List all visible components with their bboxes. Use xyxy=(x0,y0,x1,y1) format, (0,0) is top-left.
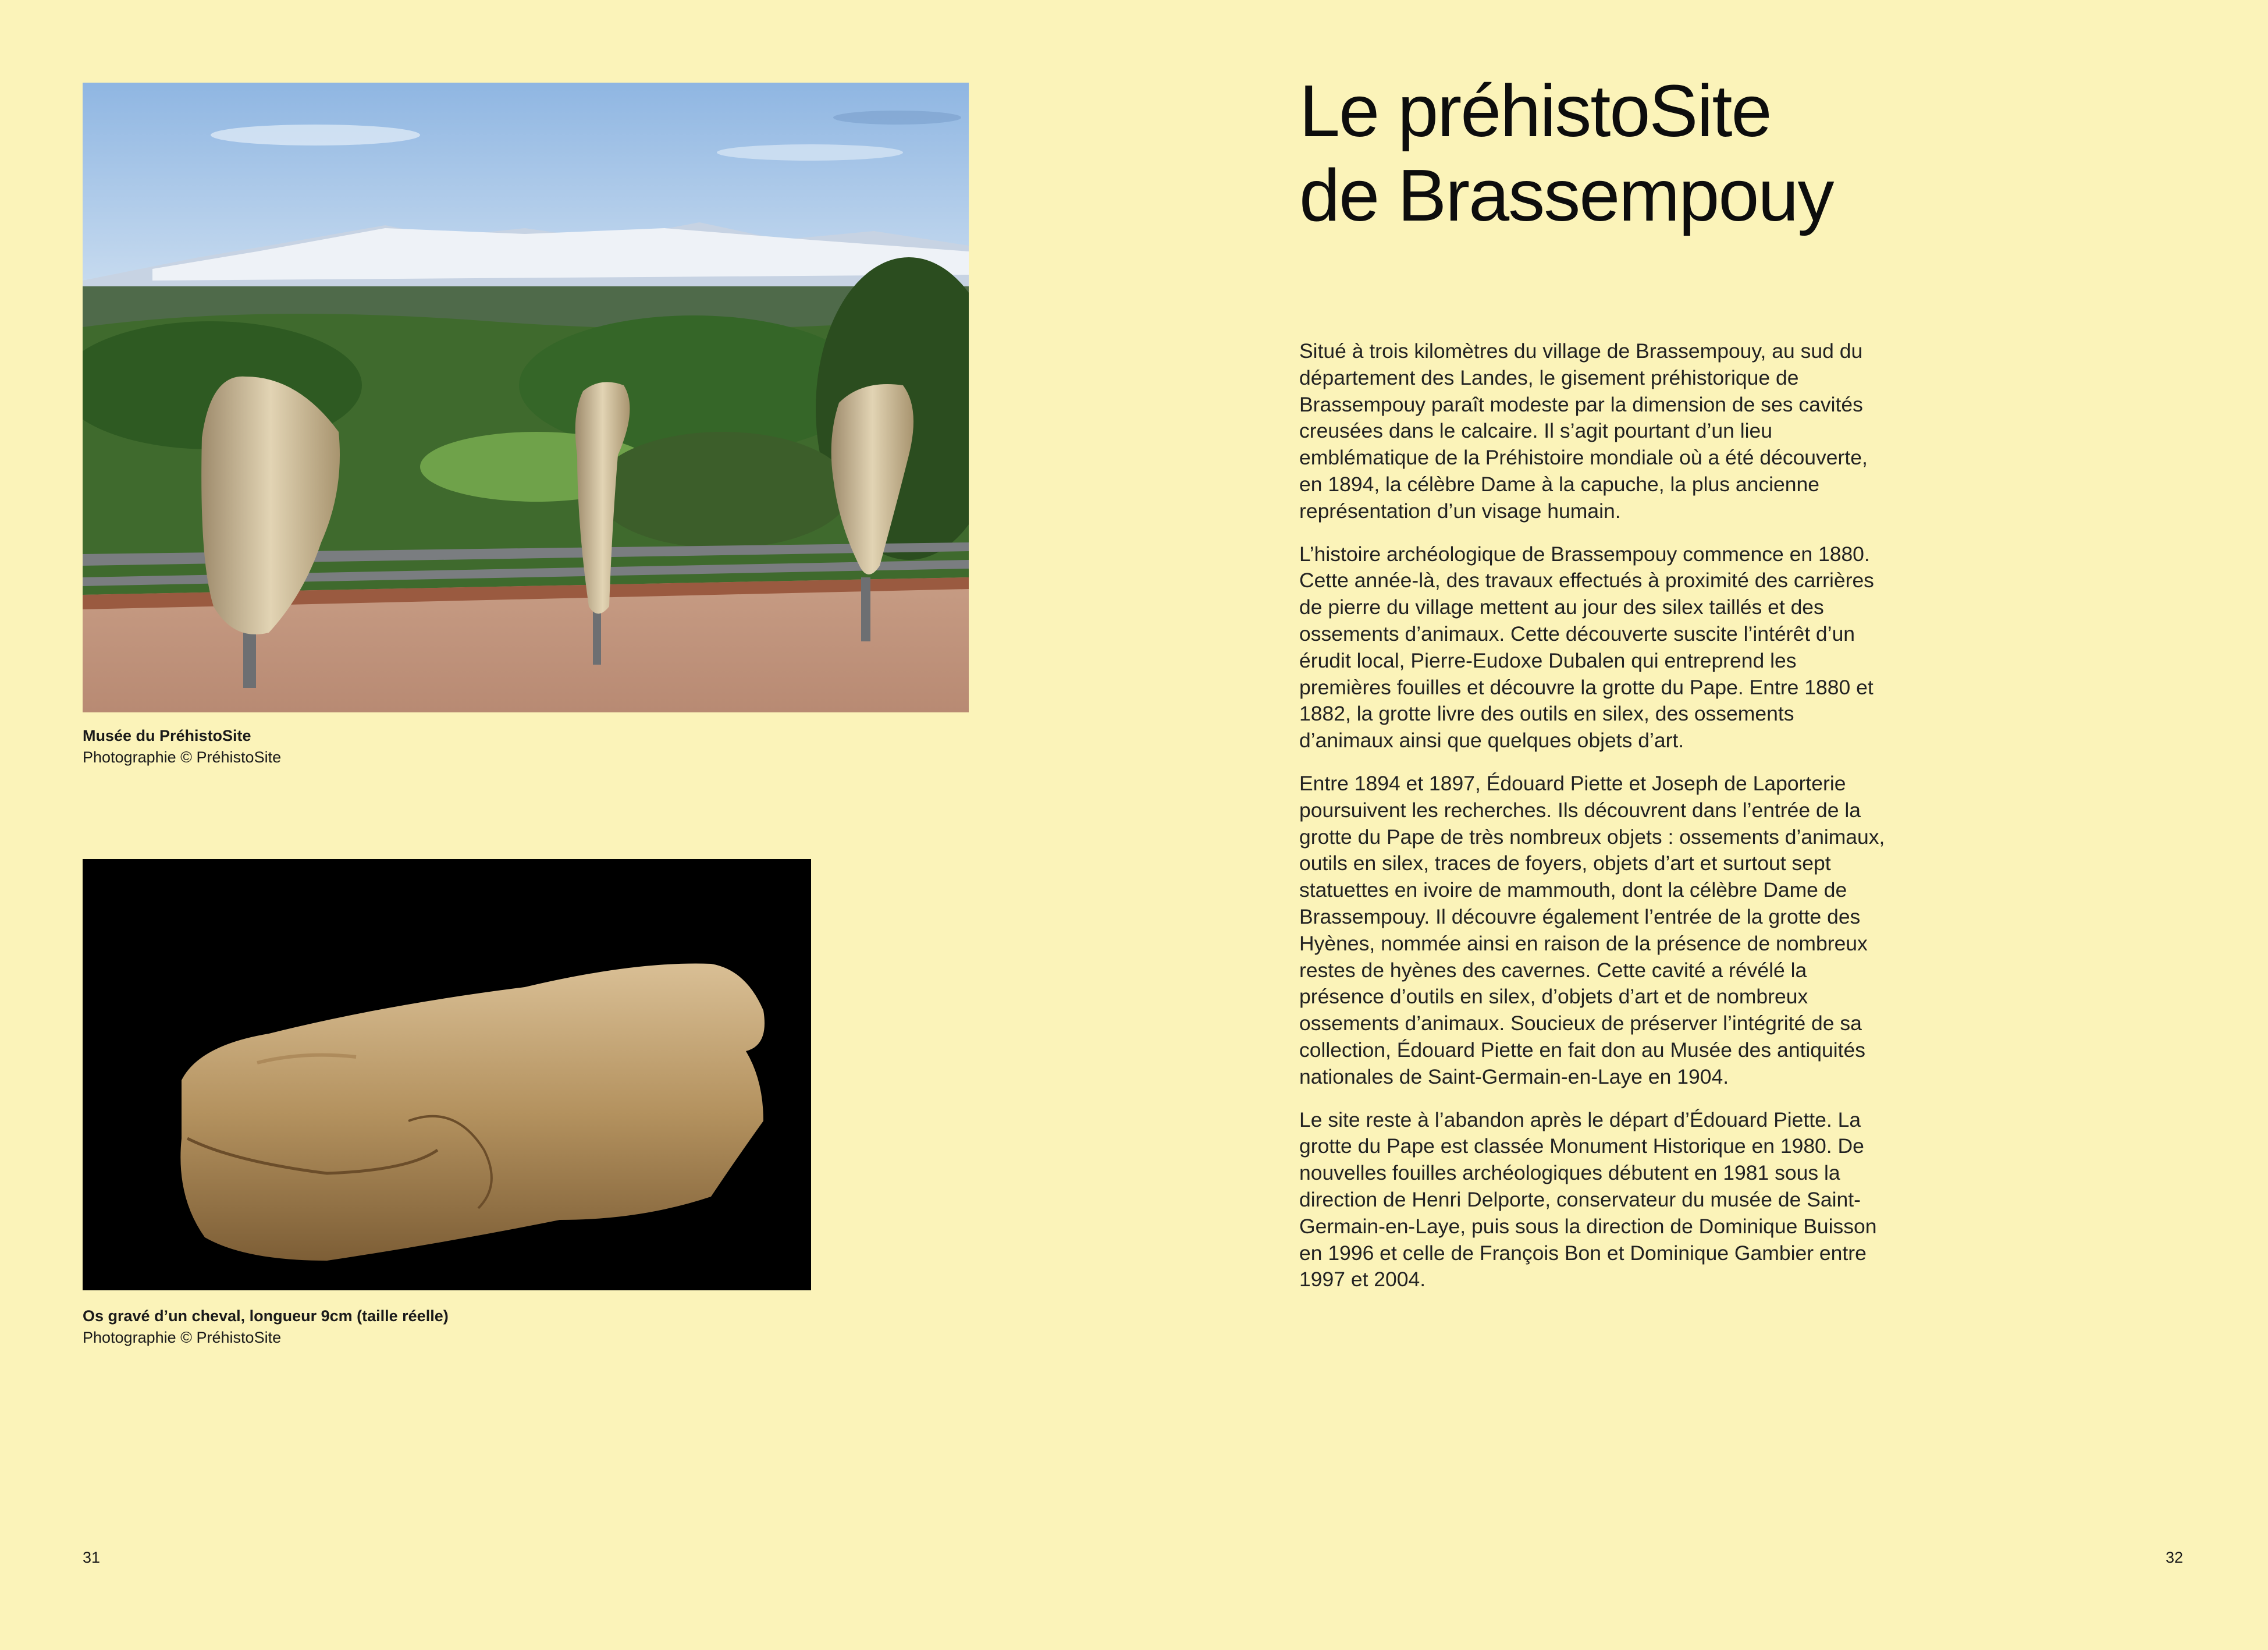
figure-caption-2 xyxy=(83,1305,449,1349)
figure-caption-title: Os gravé d’un cheval, longueur 9cm (taille réelle) xyxy=(83,1307,449,1325)
paragraph: Situé à trois kilomètres du village de Brassempouy, au sud du département des Landes, le gisement préhistorique de Brassempouy paraît modeste par la dimension de ses cavités creusées dans le calcaire. Il s’agit pourtant d’un lieu emblématique de la Préhistoire mondiale où a été découverte, en 1894, la célèbre Dame à la capuche, la plus ancienne représentation d’un visage humain. xyxy=(1299,339,1868,523)
figure-caption-title: Musée du PréhistoSite xyxy=(83,727,251,744)
paragraph: Entre 1894 et 1897, Édouard Piette et Joseph de Laporterie poursuivent les recherches. Ils découvrent dans l’entrée de la grotte du Pape de très nombreux objets : ossements d’animaux, outils en silex, traces de foyers, objets d’art et surtout sept statuettes en ivoire de mammouth, dont la célèbre Dame de Brassempouy. Il découvre également l’entrée de la grotte des Hyènes, nommée ainsi en raison de la présence de nombreux restes de hyènes des cavernes. Cette cavité a révélé la présence d’outils en silex, d’objets d’art et de nombreux ossements d’animaux. Soucieux de préserver l’intégrité de sa collection, Édouard Piette en fait don au Musée des antiquités nationales de Saint-Germain-en-Laye en 1904. xyxy=(1299,771,1885,1088)
page-title xyxy=(1299,69,2056,237)
title-line: Le préhistoSite xyxy=(1299,70,1771,152)
figure-caption-credit: Photographie © PréhistoSite xyxy=(83,1329,282,1346)
paragraph: L’histoire archéologique de Brassempouy commence en 1880. Cette année-là, des travaux effectués à proximité des carrières de pierre du village mettent au jour des silex taillés et des ossements d’animaux. Cette découverte suscite l’intérêt d’un érudit local, Pierre-Eudoxe Dubalen qui entreprend les premières fouilles et découvre la grotte du Pape. Entre 1880 et 1882, la grotte livre des outils en silex, des ossements d’animaux ainsi que quelques objets d’art. xyxy=(1299,542,1874,753)
page-number: 31 xyxy=(83,1549,101,1566)
page-number: 32 xyxy=(2166,1549,2184,1566)
title-line: de Brassempouy xyxy=(1299,154,1833,236)
engraved-horse-bone-photo xyxy=(83,859,811,1290)
museum-sculptures-photo xyxy=(83,83,969,712)
paragraph: Le site reste à l’abandon après le départ d’Édouard Piette. La grotte du Pape est classée Monument Historique en 1980. De nouvelles fouilles archéologiques débutent en 1981 sous la direction de Henri Delporte, conservateur du musée de Saint-Germain-en-Laye, puis sous la direction de Dominique Buisson en 1996 et celle de François Bon et Dominique Gambier entre 1997 et 2004. xyxy=(1299,1108,1877,1291)
figure-caption-1 xyxy=(83,725,281,768)
body-text xyxy=(1299,338,1893,1310)
figure-caption-credit: Photographie © PréhistoSite xyxy=(83,748,282,766)
